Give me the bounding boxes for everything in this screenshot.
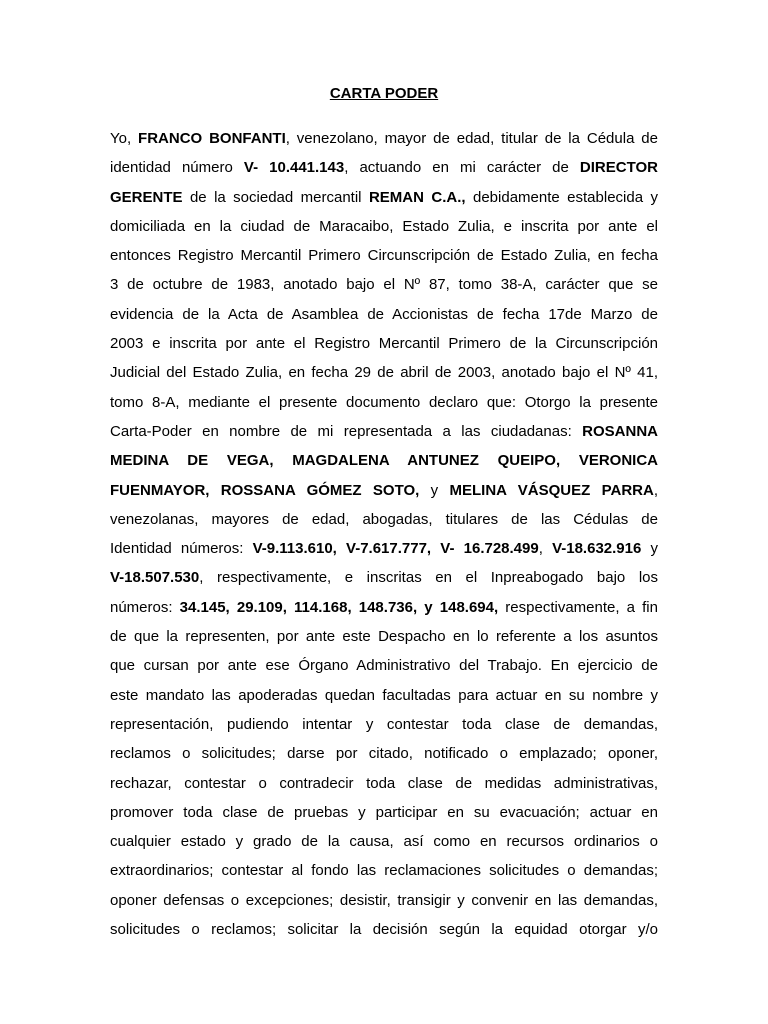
text-run: números: (110, 598, 180, 616)
paragraph-line (110, 212, 658, 241)
paragraph-line (110, 563, 658, 592)
text-run: este mandato las apoderadas quedan facultadas para actuar en su nombre y (110, 686, 658, 704)
text-run: 3 de octubre de 1983, anotado bajo el Nº 87, tomo 38-A, carácter que se (110, 276, 658, 294)
text-run: evidencia de la Acta de Asamblea de Accionistas de fecha 17de Marzo de (110, 305, 658, 323)
text-run: representación, pudiendo intentar y contestar toda clase de demandas, (110, 715, 658, 733)
paragraph-line (110, 593, 658, 622)
text-run: venezolanas, mayores de edad, abogadas, titulares de las Cédulas de (110, 510, 658, 528)
paragraph-line (110, 358, 658, 387)
paragraph-line (110, 300, 658, 329)
text-run: de que la representen, por ante este Despacho en lo referente a los asuntos (110, 628, 658, 646)
text-run: , (538, 540, 553, 558)
text-run: cualquier estado y grado de la causa, así como en recursos ordinarios o (110, 833, 658, 851)
paragraph-line (110, 417, 658, 446)
bold-text: V-18.632.916 (552, 540, 642, 558)
paragraph-line (110, 505, 658, 534)
text-run: respectivamente, a fin (498, 598, 658, 616)
paragraph-line (110, 153, 658, 182)
paragraph-line (110, 388, 658, 417)
bold-text: GERENTE (110, 188, 183, 206)
text-run: , venezolano, mayor de edad, titular de la Cédula de (285, 130, 658, 147)
text-run: solicitudes o reclamos; solicitar la decisión según la equidad otorgar y/o (110, 921, 658, 939)
paragraph-line (110, 124, 658, 153)
paragraph-line (110, 769, 658, 798)
bold-text: V- 10.441.143 (243, 159, 345, 177)
text-run: promover toda clase de pruebas y participar en su evacuación; actuar en (110, 803, 658, 821)
bold-text: FUENMAYOR, ROSSANA GÓMEZ SOTO, (110, 481, 420, 499)
bold-text: MEDINA DE VEGA, MAGDALENA ANTUNEZ QUEIPO, VERONICA (110, 452, 658, 470)
text-run: entonces Registro Mercantil Primero Circunscripción de Estado Zulia, en fecha (110, 247, 658, 265)
paragraph-line (110, 886, 658, 915)
bold-text: MELINA VÁSQUEZ PARRA (449, 481, 654, 499)
text-run: debidamente establecida y (465, 188, 658, 206)
paragraph-line (110, 446, 658, 475)
paragraph-line (110, 651, 658, 680)
text-run: y (641, 540, 659, 558)
paragraph-line (110, 681, 658, 710)
document-body (110, 124, 658, 944)
text-run: Identidad números: (110, 540, 253, 558)
bold-text: ROSANNA (582, 422, 658, 440)
bold-text: REMAN C.A., (368, 188, 466, 206)
paragraph-line (110, 710, 658, 739)
paragraph-line (110, 739, 658, 768)
paragraph-line (110, 241, 658, 270)
paragraph-line (110, 856, 658, 885)
text-run: , respectivamente, e inscritas en el Inpreabogado bajo los (199, 569, 658, 587)
bold-text: DIRECTOR (579, 159, 658, 177)
text-run: , (653, 481, 658, 499)
bold-text: V-9.113.610, V-7.617.777, V- 16.728.499 (252, 540, 539, 558)
text-run: que cursan por ante ese Órgano Administrativo del Trabajo. En ejercicio de (110, 657, 658, 675)
document-title: CARTA PODER (329, 85, 439, 102)
text-run: extraordinarios; contestar al fondo las reclamaciones solicitudes o demandas; (110, 862, 658, 880)
text-run: Judicial del Estado Zulia, en fecha 29 de abril de 2003, anotado bajo el Nº 41, (110, 364, 658, 382)
paragraph-line (110, 915, 658, 944)
paragraph-line (110, 798, 658, 827)
text-run: domiciliada en la ciudad de Maracaibo, Estado Zulia, e inscrita por ante el (110, 217, 658, 235)
text-run: Carta-Poder en nombre de mi representada a las ciudadanas: (110, 422, 583, 440)
paragraph-line (110, 183, 658, 212)
text-run: y (419, 481, 450, 499)
text-run: oponer defensas o excepciones; desistir, transigir y convenir en las demandas, (110, 891, 658, 909)
paragraph-line (110, 329, 658, 358)
text-run: tomo 8-A, mediante el presente documento declaro que: Otorgo la presente (110, 393, 658, 411)
bold-text: 34.145, 29.109, 114.168, 148.736, y 148.694, (179, 598, 499, 616)
text-run: identidad número (110, 159, 244, 177)
text-run: de la sociedad mercantil (182, 188, 369, 206)
paragraph-line (110, 622, 658, 651)
bold-text: FRANCO BONFANTI (138, 130, 286, 147)
text-run: rechazar, contestar o contradecir toda clase de medidas administrativas, (110, 774, 658, 792)
text-run: Yo, (110, 130, 139, 147)
text-run: , actuando en mi carácter de (344, 159, 580, 177)
paragraph-line (110, 827, 658, 856)
paragraph-line (110, 270, 658, 299)
text-run: 2003 e inscrita por ante el Registro Mercantil Primero de la Circunscripción (110, 335, 658, 353)
bold-text: V-18.507.530 (110, 569, 200, 587)
paragraph-line (110, 534, 658, 563)
paragraph-line (110, 476, 658, 505)
text-run: reclamos o solicitudes; darse por citado, notificado o emplazado; oponer, (110, 745, 658, 763)
